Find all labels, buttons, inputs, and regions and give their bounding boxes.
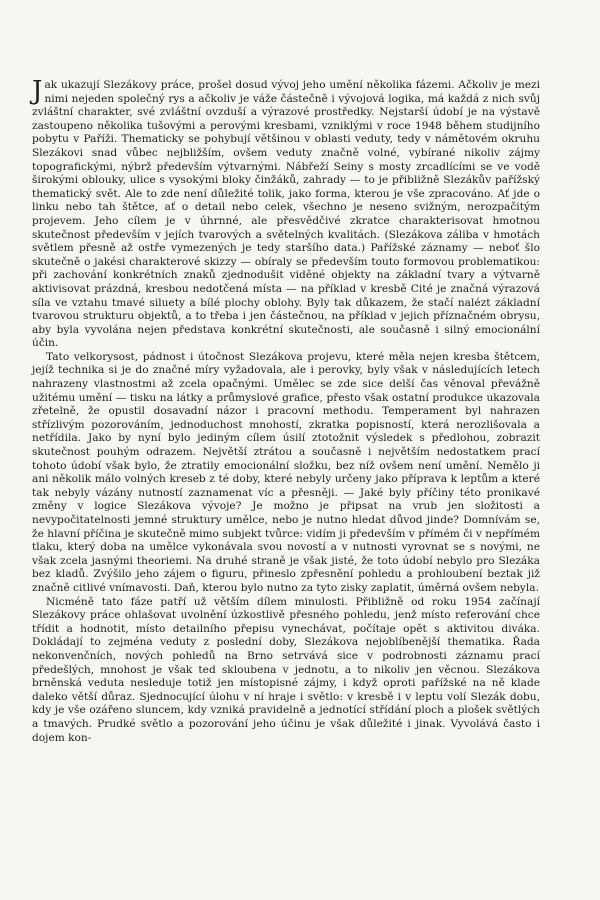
paragraph-3: Nicméně tato fáze patří už větším dílem minulosti. Přibližně od roku 1954 začínají Slezákovy práce ohlašovat uvolnění úzkostlivě přesného pohledu, jenž místo referování chce třídit a hodnotit, místo detailního přepisu vynechávat, počítaje opět s aktivitou diváka. Dokládají to zejména veduty z poslední doby, Slezákova nejoblíbenější thematika. Řada nekonvenčních, nových pohledů na Brno setrvává sice v podrobnosti záznamu prací předešlých, mnohost je však ted skloubena v jednotu, a to nikoliv jen věcnou. Slezákova brněnská veduta nesleduje totiž jen místopisné zájmy, i když oproti pařížské na ně klade daleko větší důraz. Sjednocující úlohu v ní hraje i světlo: v kresbě i v leptu volí Slezák dobu, kdy je vše ozářeno sluncem, kdy vzniká pravidelně a jednotící střídání ploch a plošek světlých a tmavých. Prudké světlo a pozorování jeho účinu je však důležité i jinak. Vyvolává často i dojem kon- <box>32 595 540 744</box>
paragraph-2: Tato velkorysost, pádnost i útočnost Slezákova projevu, které měla nejen kresba štětcem, jejíž technika si je do značné míry vyžadovala, ale i perovky, byly však v následujících letech nahrazeny vlastnostmi až zcela opačnými. Umělec se zde sice delší čas věnoval převážně užitému umění — tisku na látky a průmyslové grafice, přesto však ostatní produkce ukazovala zřetelně, že opustil dosavadní názor i pracovní methodu. Temperament byl nahrazen střízlivým pozorováním, jednoduchost mnohostí, zkratka popisností, která nerozlišovala a netřídila. Jako by nyní bylo jediným cílem úsilí ztotožnit výsledek s předlohou, zobrazit skutečnost pouhým odrazem. Největší ztrátou a současně i největším nedostatkem prací tohoto údobí však bylo, že ztratily emocionální složku, bez níž ovšem není umění. Nemělo ji ani několik málo volných kreseb z té doby, které nebyly určeny jako příprava k leptům a které tak nebyly vázány nutností zaznamenat víc a přesněji. — Jaké byly příčiny této pronikavé změny v logice Slezákova vývoje? Je možno je připsat na vrub jen složitosti a nevypočitatelnosti jemné struktury umělce, nebo je nutno hledat důvod jinde? Domnívám se, že hlavní příčina je skutečně mimo subjekt tvůrce: vidím ji především v přímém či v nepřímém tlaku, který doba na umělce vykonávala svou novostí a v nutnosti vyrovnat se s novými, ne však zcela jasnými theoriemi. Na druhé straně je však jisté, že toto údobí nebylo pro Slezáka bez kladů. Zvýšilo jeho zájem o figuru, přineslo zpřesnění pohledu a prohloubení beztak již značně citlivé vnímavosti. Daň, kterou bylo nutno za tyto zisky zaplatit, úměrná ovšem nebyla. <box>32 350 540 594</box>
drop-cap: J <box>32 76 43 106</box>
paragraph-1 <box>32 76 540 351</box>
paragraph-1-text: ak ukazují Slezákovy práce, prošel dosud vývoj jeho umění několika fázemi. Ačkoliv je mezi nimi nejeden společný rys a ačkoliv je váže částečně i vývojová logika, má každá z nich svůj zvláštní charakter, své zvláštní ovzduší a výrazové prostředky. Nejstarší údobí je na výstavě zastoupeno několika tušovými a perovými kresbami, vzniklými v roce 1948 během studijního pobytu v Paříži. Thematicky se pohybují většinou v oblasti veduty, tedy v námětovém okruhu Slezákovi snad vůbec nejbližším, ovšem veduty značně volné, vybírané nikoliv zájmy topografickými, nýbrž především výtvarnými. Nábřeží Seiny s mosty zrcadlícími se ve vodě širokými oblouky, ulice s vysokými bloky činžáků, zahrady — to je přibližně Slezákův pařížský thematický svět. Ale to zde není důležité tolik, jako forma, kterou je vše zpracováno. Ať jde o linku nebo tah štětce, ať o detail nebo celek, všechno je neseno svižným, nerozpačitým projevem. Jeho cílem je v úhrnné, ale přesvědčivé zkratce charakterisovat hmotnou skutečnost především v jejích tvarových a světelných kvalitách. (Slezákova záliba v hmotách světlem přesně až ostře vymezených je tedy staršího data.) Pařížské záznamy — neboť šlo skutečně o jakési charakterové skizzy — obíraly se především touto formovou problematikou: při zachování konkrétních znaků zjednodušit viděné objekty na základní tvary a výtvarně aktivisovat prázdná, kresbou nedotčená místa — na příklad v kresbě Cité je značná výrazová síla ve vztahu tmavé siluety a bílé plochy oblohy. Byly tak důkazem, že stačí nalézt základní tvarovou strukturu objektů, a to třeba i jen částečnou, na příklad v jejich příznačném obrysu, aby byla vyvolána nejen představa konkrétní skutečnosti, ale současně i silný emocionální účin. <box>32 79 540 350</box>
